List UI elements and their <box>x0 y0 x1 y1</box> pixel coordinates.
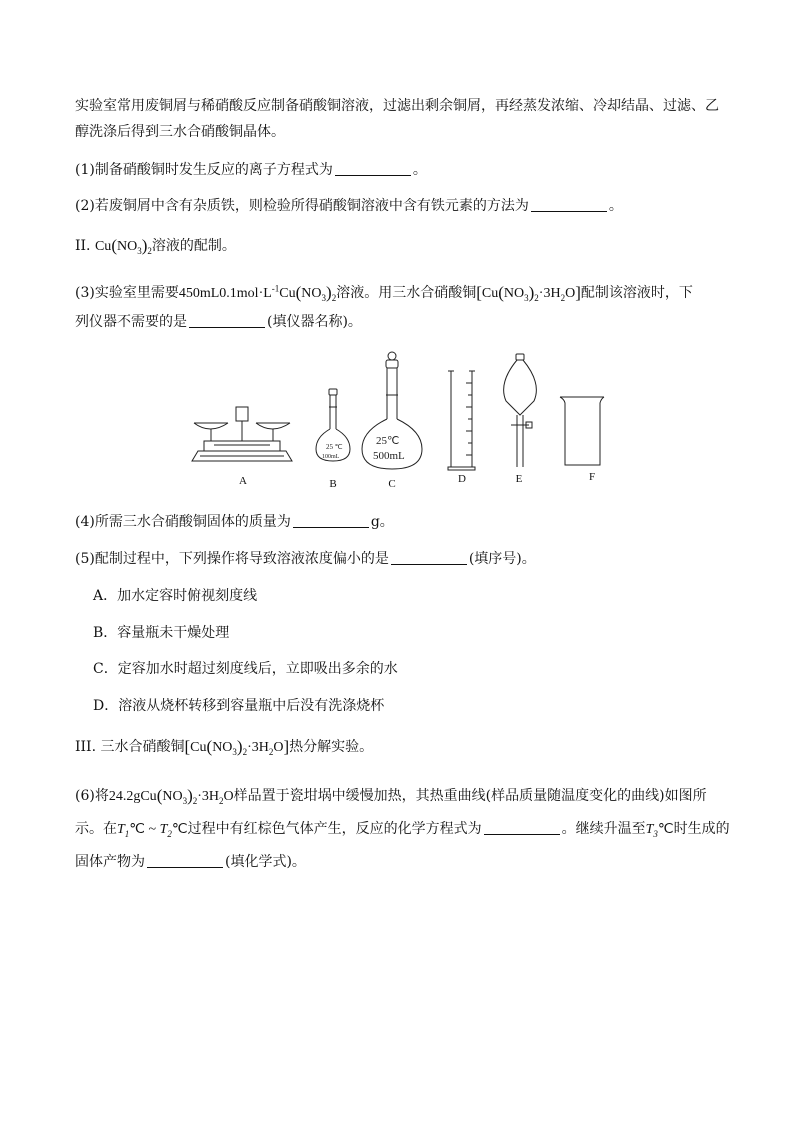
question-3-end: 配制该溶液时，下 <box>580 285 693 301</box>
question-5-end: (填序号)。 <box>468 551 536 567</box>
hydrate-formula: $[Cu(NO_3)_2\cdot 3H_2O]$ <box>476 283 581 303</box>
apparatus-figure <box>180 345 620 490</box>
question-1 <box>75 160 427 180</box>
question-2-text: (2)若废铜屑中含有杂质铁，则检验所得硝酸铜溶液中含有铁元素的方法为 <box>75 198 529 214</box>
question-1-end: 。 <box>412 162 427 178</box>
question-3-line-2 <box>75 312 362 332</box>
question-1-text: (1)制备硝酸铜时发生反应的离子方程式为 <box>75 162 333 178</box>
question-6-mass: 24.2g <box>108 789 141 804</box>
question-6-line-3 <box>75 852 306 872</box>
question-6-line-2-a: 示。在 <box>75 821 117 837</box>
question-6-line-2-b: 过程中有红棕色气体产生，反应的化学方程式为 <box>187 821 482 837</box>
question-6-line-1 <box>75 786 707 807</box>
temperature-t3: $T_3$ <box>645 822 658 839</box>
question-6-text: (6)将 <box>75 788 109 804</box>
question-3-line-2-text: 列仪器不需要的是 <box>75 314 187 330</box>
question-4-end: g。 <box>370 514 394 530</box>
beaker-icon <box>560 397 604 465</box>
temperature-range: $T_1$ <box>117 822 130 839</box>
section-2-text: 溶液的配制。 <box>151 238 236 254</box>
question-3-mid: 溶液。用三水合硝酸铜 <box>336 285 477 301</box>
apparatus-label-d: D <box>458 473 466 485</box>
small-flask-temp: 25 ℃ <box>326 443 343 451</box>
answer-blank-6a[interactable] <box>484 820 560 835</box>
option-a: A．加水定容时俯视刻度线 <box>93 588 258 604</box>
question-6-line-2: 示。在$T_1℃$ ~ $T_2℃$过程中有红棕色气体产生，反应的化学方程式为 。继续升温至$T_3℃$时生成的 <box>75 821 730 839</box>
section-2-number: II. <box>75 238 91 254</box>
answer-blank-1[interactable] <box>335 161 411 176</box>
question-3-amount: 450mL0.1mol·L <box>178 286 272 301</box>
apparatus-label-c: C <box>388 478 396 490</box>
question-6-line-3-a: 固体产物为 <box>75 854 145 870</box>
balance-icon <box>192 407 292 461</box>
question-3-concentration: $450mL0.1mol\cdot L^{-1}Cu(NO_3)_2$ <box>178 283 337 303</box>
small-flask-volume: 100mL <box>322 454 340 460</box>
apparatus-label-a: A <box>239 475 247 487</box>
separatory-funnel-icon <box>504 354 537 467</box>
apparatus-label-e: E <box>515 473 523 485</box>
question-2-end: 。 <box>608 198 623 214</box>
apparatus-label-f: F <box>588 471 596 483</box>
question-2 <box>75 196 623 216</box>
question-4-text: (4)所需三水合硝酸铜固体的质量为 <box>75 514 291 530</box>
intro-line-1: 实验室常用废铜屑与稀硝酸反应制备硝酸铜溶液，过滤出剩余铜屑，再经蒸发浓缩、冷却结晶、过滤、乙 <box>75 98 719 114</box>
section-2-heading <box>75 236 236 257</box>
answer-blank-6b[interactable] <box>147 853 223 868</box>
question-3-text: (3)实验室里需要 <box>75 285 179 301</box>
answer-blank-5[interactable] <box>391 550 467 565</box>
intro-line-2: 醇洗涤后得到三水合硝酸铜晶体。 <box>75 124 285 140</box>
apparatus-label-b: B <box>329 478 337 490</box>
option-d: D．溶液从烧杯转移到容量瓶中后没有洗涤烧杯 <box>93 698 385 714</box>
section-3-end: 热分解实验。 <box>289 739 374 755</box>
answer-blank-3[interactable] <box>189 313 265 328</box>
question-6-line-3-b: (填化学式)。 <box>225 854 306 870</box>
large-flask-volume: 500mL <box>373 450 405 462</box>
question-6-sample: $24.2gCu(NO_3)_2\cdot 3H_2O$ <box>108 786 234 806</box>
option-b: B．容量瓶未干燥处理 <box>93 625 230 641</box>
section-3-formula: $[Cu(NO_3)_2\cdot 3H_2O]$ <box>184 737 290 757</box>
section-3-text: III. 三水合硝酸铜 <box>75 739 185 755</box>
answer-blank-4[interactable] <box>293 513 369 528</box>
question-5 <box>75 549 536 569</box>
question-6-line-2-d: 时生成的 <box>673 821 730 837</box>
question-5-text: (5)配制过程中，下列操作将导致溶液浓度偏小的是 <box>75 551 389 567</box>
graduated-cylinder-icon <box>448 371 475 470</box>
section-2-formula: $Cu(NO_3)_2$ <box>94 236 152 256</box>
large-flask-temp: 25℃ <box>376 435 400 447</box>
answer-blank-2[interactable] <box>531 197 607 212</box>
option-c: C．定容加水时超过刻度线后，立即吸出多余的水 <box>93 661 398 677</box>
question-6-line-2-c: 。继续升温至 <box>561 821 646 837</box>
section-3-heading <box>75 737 373 758</box>
question-6-mid: 样品置于瓷坩埚中缓慢加热，其热重曲线(样品质量随温度变化的曲线)如图所 <box>233 788 707 804</box>
question-3-line-2-end: (填仪器名称)。 <box>267 314 362 330</box>
question-3-line-1 <box>75 283 693 304</box>
question-4 <box>75 512 394 532</box>
